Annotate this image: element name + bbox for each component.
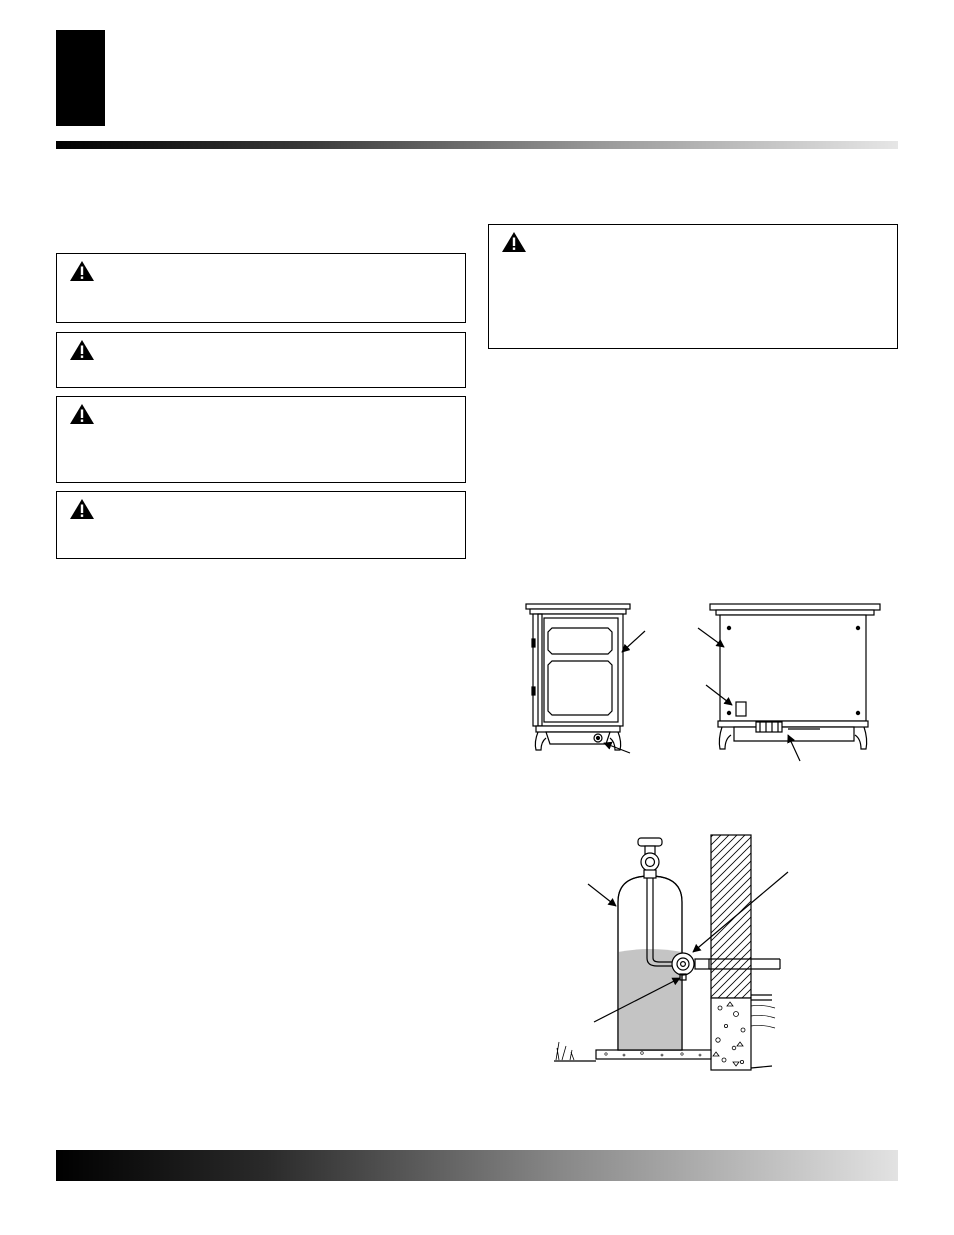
leader-arrow-icon [622,631,645,652]
leader-arrow-icon [588,884,616,906]
stove-views-figure [500,595,900,770]
header-rule [56,141,898,149]
leader-arrow-icon [604,743,630,753]
warning-box-2 [56,332,466,388]
warning-box-4 [56,491,466,559]
warning-triangle-icon [69,403,95,425]
propane-tank-figure [550,830,800,1075]
propane-tank [618,838,682,1050]
section-tab-block [56,30,105,126]
warning-triangle-icon [69,498,95,520]
warning-box-3 [56,396,466,483]
footer-band [56,1150,898,1181]
warning-box-5 [488,224,898,349]
house-wall [711,835,775,1070]
stove-back-view [710,604,880,749]
stove-front-view [526,604,630,750]
warning-triangle-icon [501,231,527,253]
warning-triangle-icon [69,260,95,282]
warning-box-1 [56,253,466,323]
warning-triangle-icon [69,339,95,361]
